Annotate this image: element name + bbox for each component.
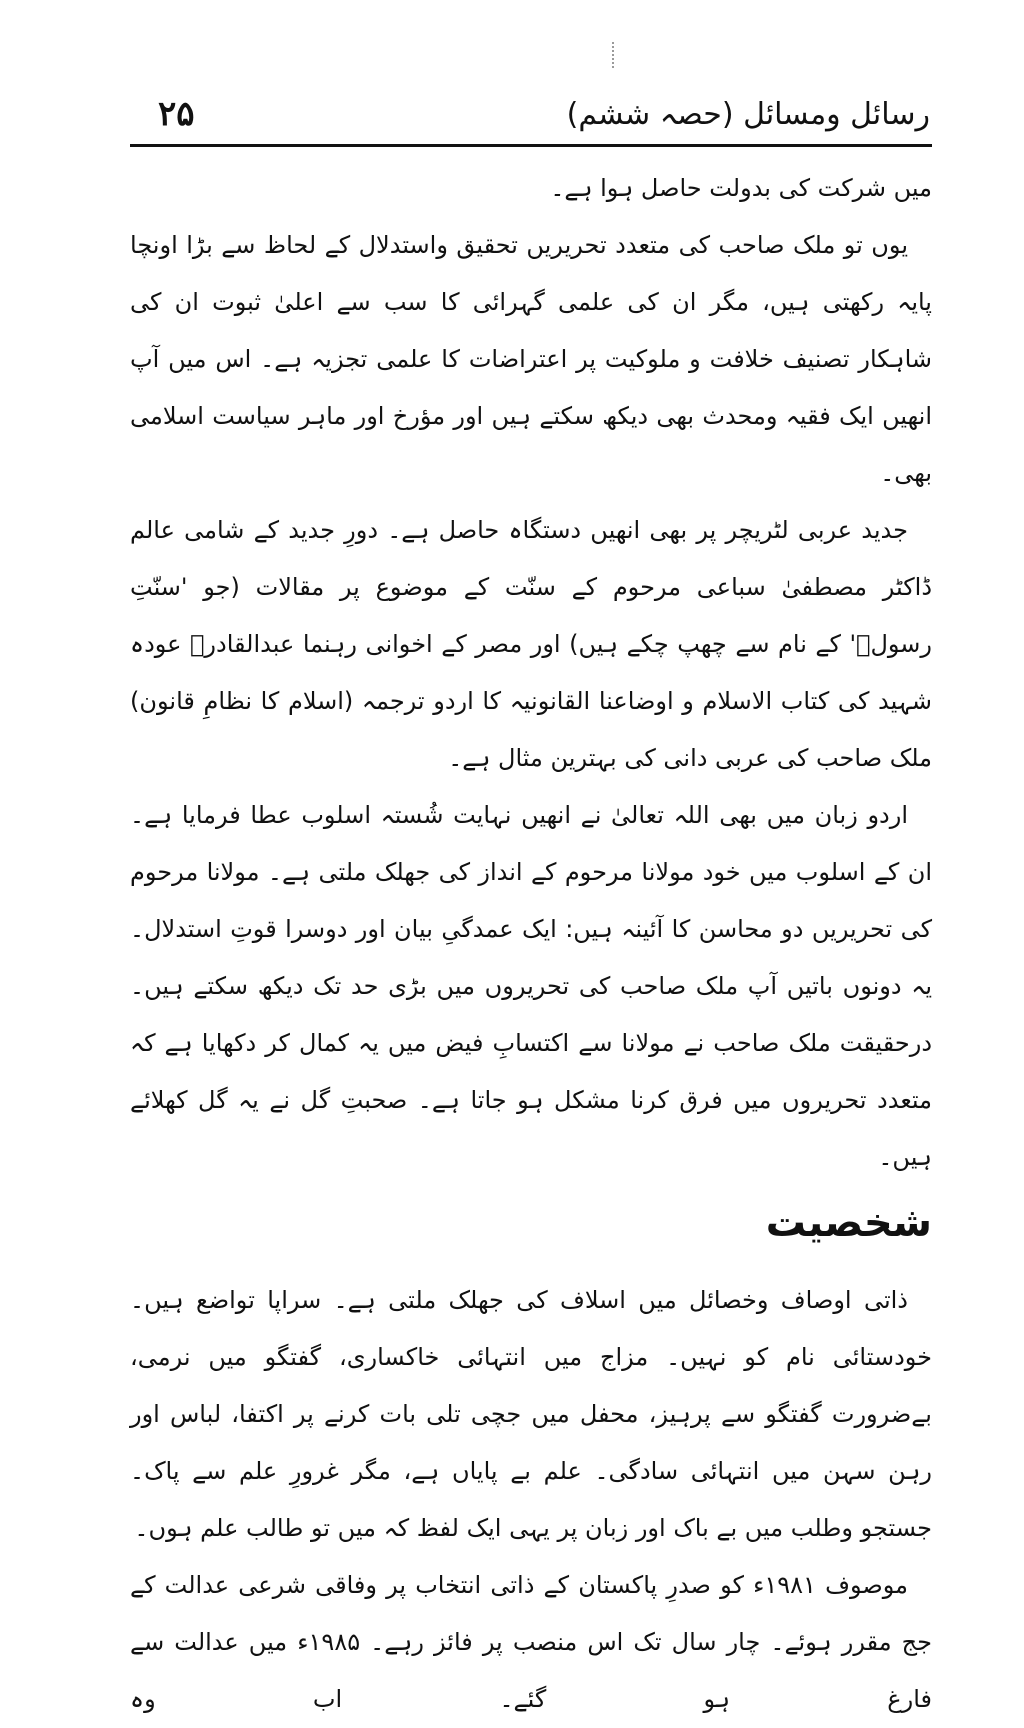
paragraph-personality: ذاتی اوصاف وخصائل میں اسلاف کی جھلک ملتی ہے۔ سراپا تواضع ہیں۔ خودستائی نام کو نہیں۔ مزاج میں انتہائی خاکساری، گفتگو میں نرمی، بےضرورت گفتگو سے پرہیز، محفل میں جچی تلی بات کرنے پر اکتفا، لباس اور رہن سہن میں انتہائی سادگی۔ علم بے پایاں ہے، مگر غرورِ علم سے پاک۔ جستجو وطلب میں بے باک اور زبان پر یہی ایک لفظ کہ میں تو طالب علم ہوں۔ bbox=[130, 1286, 932, 1542]
running-title: رسائل ومسائل (حصہ ششم) bbox=[566, 97, 930, 132]
section-heading: شخصیت bbox=[765, 1200, 932, 1246]
page-header bbox=[130, 90, 930, 140]
header-rule bbox=[130, 144, 932, 147]
page-number: ۲۵ bbox=[158, 94, 195, 134]
paragraph-writings: یوں تو ملک صاحب کی متعدد تحریریں تحقیق واستدلال کے لحاظ سے بڑا اونچا پایہ رکھتی ہیں، مگر ان کی علمی گہرائی کا سب سے اعلیٰ ثبوت ان کی شاہکار تصنیف خلافت و ملوکیت پر اعتراضات کا علمی تجزیہ ہے۔ اس میں آپ انھیں ایک فقیہ ومحدث بھی دیکھ سکتے ہیں اور مؤرخ اور ماہر سیاست اسلامی بھی۔ bbox=[130, 231, 932, 487]
paragraph-urdu-style: اردو زبان میں بھی اللہ تعالیٰ نے انھیں نہایت شُستہ اسلوب عطا فرمایا ہے۔ ان کے اسلوب میں خود مولانا مرحوم کے انداز کی جھلک ملتی ہے۔ مولانا مرحوم کی تحریریں دو محاسن کا آئینہ ہیں: ایک عمدگیِ بیان اور دوسرا قوتِ استدلال۔ یہ دونوں باتیں آپ ملک صاحب کی تحریروں میں بڑی حد تک دیکھ سکتے ہیں۔ درحقیقت ملک صاحب نے مولانا سے اکتسابِ فیض میں یہ کمال کر دکھایا ہے کہ متعدد تحریروں میں فرق کرنا مشکل ہو جاتا ہے۔ صحبتِ گل نے یہ گل کھلائے ہیں۔ bbox=[130, 801, 932, 1171]
scan-mark bbox=[612, 42, 616, 68]
body-text bbox=[130, 160, 932, 1728]
paragraph-continuation: میں شرکت کی بدولت حاصل ہوا ہے۔ bbox=[550, 174, 932, 202]
paragraph-shariat-court: موصوف ۱۹۸۱ء کو صدرِ پاکستان کے ذاتی انتخاب پر وفاقی شرعی عدالت کے جج مقرر ہوئے۔ چار سال تک اس منصب پر فائز رہے۔ ۱۹۸۵ء میں عدالت سے فارغ ہو گئے۔ اب وہ bbox=[130, 1571, 932, 1713]
paragraph-arabic-literature: جدید عربی لٹریچر پر بھی انھیں دستگاہ حاصل ہے۔ دورِ جدید کے شامی عالم ڈاکٹر مصطفیٰ سباعی مرحوم کے سنّت کے موضوع پر مقالات (جو 'سنّتِ رسولؐ' کے نام سے چھپ چکے ہیں) اور مصر کے اخوانی رہنما عبدالقادرؒ عودہ شہید کی کتاب الاسلام و اوضاعنا القانونیہ کا اردو ترجمہ (اسلام کا نظامِ قانون) ملک صاحب کی عربی دانی کی بہترین مثال ہے۔ bbox=[130, 516, 932, 772]
